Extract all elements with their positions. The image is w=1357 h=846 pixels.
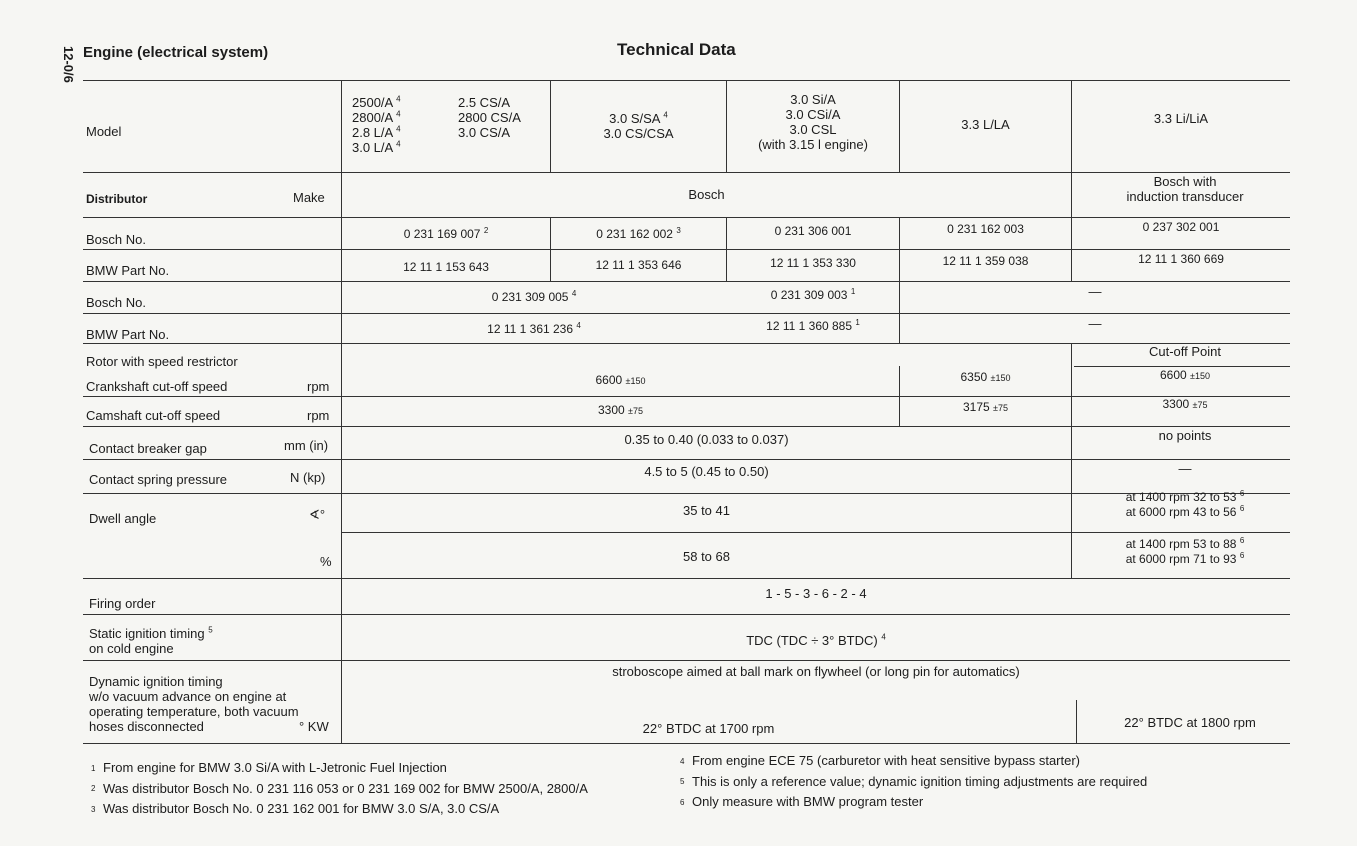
model-group-2 [551,111,726,141]
crank-33-value: 6350 [960,370,988,384]
dwell-deg-value: 35 to 41 [683,503,730,518]
make-last-line: induction transducer [1126,189,1244,204]
bosch-no-label: Bosch No. [86,232,146,247]
bmw-no-label: BMW Part No. [86,263,170,278]
model-cell: 2800 CS/A [458,110,521,125]
dynamic-timing-label-line: w/o vacuum advance on engine at [89,689,287,704]
footnote-ref: 4 [576,321,581,330]
model-cell: 2.5 CS/A [458,95,511,110]
cam-main-value: 3300 [598,403,625,417]
rule-cutoff [1074,366,1290,367]
firing-label: Firing order [89,596,156,611]
bosch-no-cell: 0 237 302 001 [1142,220,1220,234]
rule-static [83,660,1290,661]
make-label: Make [293,190,325,205]
footnote-ref: 6 [1239,536,1245,545]
footnote-ref: 2 [483,226,489,235]
bosch-no-cell [342,227,550,241]
make-bosch: Bosch [688,187,725,202]
rule-model [83,172,1290,173]
static-timing-label-line: on cold engine [89,641,174,656]
footnote-item [91,779,588,800]
rule-pct [83,578,1290,579]
model-group-1a [352,95,401,155]
cam-33-value: 3175 [963,400,990,414]
model-group-1b [458,95,521,140]
cam-last [1072,397,1298,411]
tolerance: ±75 [628,406,643,416]
contact-gap-unit: mm (in) [284,438,329,453]
footnote-text: Was distributor Bosch No. 0 231 116 053 or 0 231 169 002 for BMW 2500/A, 2800/A [103,780,588,796]
dwell-pct-unit: % [320,554,332,569]
section-title: Engine (electrical system) [83,44,269,61]
bmw-no-cell: 12 11 1 359 038 [942,254,1029,268]
footnote-text: Only measure with BMW program tester [692,794,924,810]
rule-dwell [342,532,1290,533]
dynamic-timing-main: 22° BTDC at 1700 rpm [642,721,775,736]
rule-bosch2 [83,313,1290,314]
rule-bmw1 [83,281,1290,282]
tolerance: ±75 [993,403,1008,413]
model-cell: 3.0 Si/A [790,92,836,107]
bmw-no-cell [342,322,726,336]
dwell-deg-last-line: at 6000 rpm 43 to 56 [1125,505,1237,519]
dwell-deg-unit: ∢° [309,507,326,522]
contact-gap-label: Contact breaker gap [89,441,207,456]
rule-bosch1 [83,249,1290,250]
dwell-deg-last-line: at 1400 rpm 32 to 53 [1125,490,1237,504]
bmw-no-cell: 12 11 1 153 643 [403,260,489,274]
spring-unit: N (kp) [290,470,326,485]
footnote-number: 3 [91,804,96,814]
crank-last-value: 6600 [1159,368,1187,382]
footnote-item [91,758,588,779]
bosch-no-value: 0 231 169 007 [403,227,481,241]
bosch-no-cell: 0 231 162 003 [947,222,1024,236]
rule-firing [83,614,1290,615]
footnote-text: From engine for BMW 3.0 Si/A with L-Jetronic Fuel Injection [103,760,447,775]
static-timing-text: TDC (TDC ÷ 3° BTDC) [746,633,878,648]
rule-cam [83,426,1290,427]
footnote-ref: 1 [855,318,860,327]
footnote-item [91,799,588,820]
tolerance: ±150 [1190,371,1210,381]
rule-gap [83,459,1290,460]
footnote-number: 2 [91,784,96,794]
vrule-c4-model [1071,80,1072,172]
dwell-pct-last-line: at 6000 rpm 71 to 93 [1125,552,1237,566]
footnote-ref: 6 [1239,504,1245,513]
footnote-ref: 4 [396,124,401,134]
footnote-number: 6 [680,797,685,807]
model-cell: 2800/A [352,110,393,125]
rule-distributor [83,217,1290,218]
footnote-item [680,751,1147,772]
footnote-text: From engine ECE 75 (carburetor with heat sensitive bypass starter) [692,753,1081,768]
dwell-pct-last-line: at 1400 rpm 53 to 88 [1125,537,1237,551]
contact-gap-last: no points [1158,428,1212,443]
footnote-ref: 6 [1239,551,1245,560]
bmw-no-cell: — [1088,316,1102,331]
bosch-no-value: 0 231 309 005 [491,290,569,304]
model-cell: 3.0 CS/CSA [603,126,674,141]
dwell-pct-last [1072,537,1298,567]
model-cell: 3.0 L/A [352,140,393,155]
dwell-pct-value: 58 to 68 [683,549,730,564]
footnote-ref: 4 [396,94,401,104]
firing-value: 1 - 5 - 3 - 6 - 2 - 4 [765,586,867,601]
dynamic-timing-label [89,674,299,734]
model-cell: 2500/A [352,95,393,110]
footnotes-left [91,758,588,820]
cam-last-value: 3300 [1162,397,1190,411]
model-group-3 [727,92,899,152]
footnote-ref: 6 [1239,489,1245,498]
model-cell: 2.8 L/A [352,125,393,140]
bmw-no-value: 12 11 1 360 885 [766,319,853,333]
dynamic-timing-last: 22° BTDC at 1800 rpm [1124,715,1256,730]
model-cell: 3.0 CSi/A [785,107,841,122]
rule-top [83,80,1290,81]
dynamic-timing-note: stroboscope aimed at ball mark on flywheel (or long pin for automatics) [612,664,1020,679]
bosch-no-cell: — [1088,284,1102,299]
distributor-label: Distributor [86,192,148,206]
spring-value: 4.5 to 5 (0.45 to 0.50) [644,464,769,479]
model-label: Model [86,124,122,139]
crank-label: Crankshaft cut-off speed [86,379,228,394]
model-cell: 3.0 CS/A [458,125,511,140]
footnote-ref: 4 [396,139,401,149]
doc-title: Technical Data [617,40,736,59]
crank-33 [900,370,1071,384]
cam-33 [900,400,1071,414]
model-cell: (with 3.15 l engine) [758,137,868,152]
footnote-ref: 4 [396,109,401,119]
dwell-deg-last [1072,490,1298,520]
contact-gap-value: 0.35 to 0.40 (0.033 to 0.037) [624,432,789,447]
footnote-ref: 4 [881,632,886,642]
bosch-no-label: Bosch No. [86,295,146,310]
bosch-no-cell [551,227,726,241]
bmw-no-cell: 12 11 1 353 646 [595,258,682,272]
footnote-ref: 5 [208,625,213,635]
dwell-label: Dwell angle [89,511,157,526]
footnote-ref: 3 [676,226,681,235]
bmw-no-cell: 12 11 1 360 669 [1138,252,1224,266]
cutoff-point-label: Cut-off Point [1148,344,1222,359]
static-timing-value [342,633,1290,648]
footnotes-right [680,751,1147,813]
static-timing-label-line: Static ignition timing [89,626,205,641]
footnote-text: This is only a reference value; dynamic ignition timing adjustments are required [692,773,1148,789]
spring-last: — [1178,461,1192,476]
make-last-line: Bosch with [1153,174,1217,189]
footnote-item [680,792,1147,813]
model-group-4: 3.3 L/LA [961,117,1010,132]
crank-main [342,373,899,387]
spring-label: Contact spring pressure [89,472,228,487]
bmw-no-value: 12 11 1 361 236 [487,322,574,336]
bosch-no-cell [727,288,899,302]
footnote-ref: 4 [663,110,668,120]
static-timing-label [89,626,213,656]
cam-unit: rpm [307,408,330,423]
dynamic-timing-label-line: operating temperature, both vacuum [89,704,299,719]
bmw-no-label: BMW Part No. [86,327,170,342]
make-last [1072,174,1298,204]
footnote-number: 4 [680,756,685,766]
crank-unit: rpm [307,379,330,394]
model-group-5: 3.3 Li/LiA [1153,111,1209,126]
footnote-ref: 1 [850,287,856,296]
tolerance: ±75 [1192,400,1208,410]
cam-main [342,403,899,417]
footnote-number: 1 [91,763,96,773]
rule-bottom [83,743,1290,744]
footnote-item [680,772,1147,793]
bmw-no-cell: 12 11 1 353 330 [770,256,856,270]
page-code: 12-0/6 [61,46,76,83]
bosch-no-cell: 0 231 306 001 [774,224,852,238]
crank-last [1072,368,1298,382]
bosch-no-cell [342,290,726,304]
cam-label: Camshaft cut-off speed [86,408,221,423]
model-cell: 3.0 S/SA [609,111,660,126]
bosch-no-value: 0 231 309 003 [770,288,848,302]
bmw-no-cell [727,319,899,333]
bosch-no-value: 0 231 162 002 [596,227,673,241]
crank-main-value: 6600 [595,373,623,387]
footnote-text: Was distributor Bosch No. 0 231 162 001 for BMW 3.0 S/A, 3.0 CS/A [103,801,500,817]
tolerance: ±150 [990,373,1011,383]
dynamic-timing-label-line: hoses disconnected [89,719,204,734]
model-cell: 3.0 CSL [789,122,837,137]
tolerance: ±150 [625,376,646,386]
footnote-number: 5 [680,777,685,787]
rotor-label: Rotor with speed restrictor [86,354,238,369]
dynamic-timing-unit: ° KW [299,719,329,734]
footnote-ref: 4 [571,289,577,298]
dynamic-timing-label-line: Dynamic ignition timing [89,674,223,689]
